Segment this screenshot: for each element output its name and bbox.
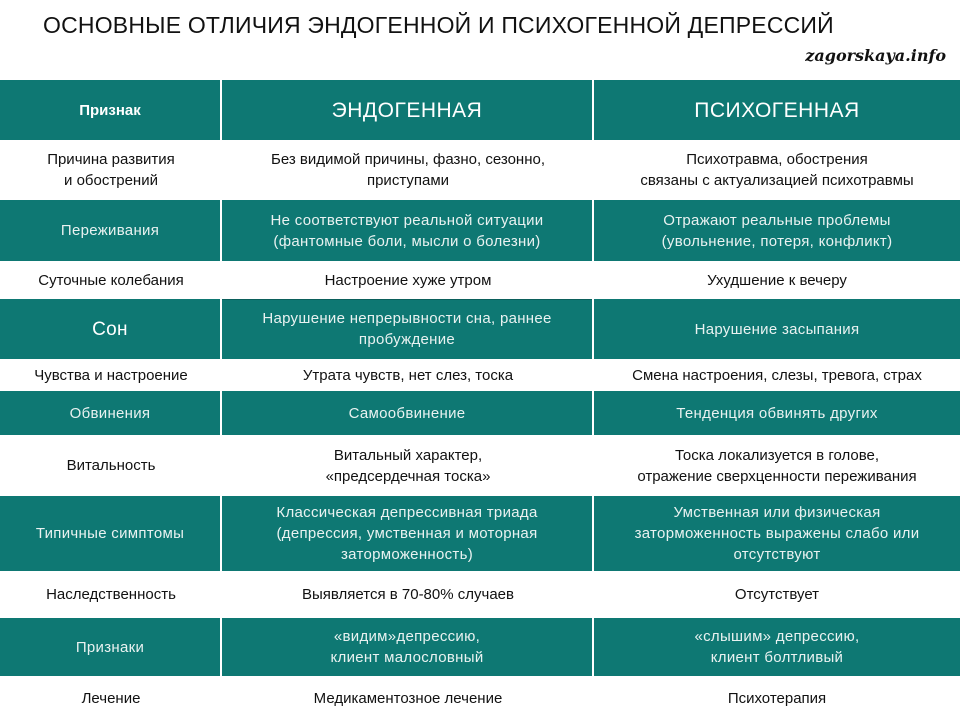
- row-10-psychogenic: «слышим» депрессию, клиент болтливый: [594, 618, 960, 676]
- row-8-feature: Типичные симптомы: [0, 496, 222, 571]
- row-7-endogenous: Витальный характер, «предсердечная тоска»: [222, 435, 594, 496]
- row-4-endogenous: Нарушение непрерывности сна, раннее пробуждение: [222, 299, 594, 359]
- row-5-psychogenic: Смена настроения, слезы, тревога, страх: [594, 359, 960, 391]
- header-feature: Признак: [0, 80, 222, 140]
- row-6-psychogenic: Тенденция обвинять других: [594, 391, 960, 435]
- header-endogenous: ЭНДОГЕННАЯ: [222, 80, 594, 140]
- header-psychogenic: ПСИХОГЕННАЯ: [594, 80, 960, 140]
- row-6-feature: Обвинения: [0, 391, 222, 435]
- row-2-endogenous: Не соответствуют реальной ситуации (фантомные боли, мысли о болезни): [222, 200, 594, 261]
- row-11-endogenous: Медикаментозное лечение: [222, 676, 594, 721]
- row-3-feature: Суточные колебания: [0, 261, 222, 299]
- page-title: ОСНОВНЫЕ ОТЛИЧИЯ ЭНДОГЕННОЙ И ПСИХОГЕННОЙ ДЕПРЕССИЙ: [43, 12, 834, 38]
- row-4-psychogenic: Нарушение засыпания: [594, 299, 960, 359]
- row-11-psychogenic: Психотерапия: [594, 676, 960, 721]
- row-2-feature: Переживания: [0, 200, 222, 261]
- row-5-endogenous: Утрата чувств, нет слез, тоска: [222, 359, 594, 391]
- row-1-feature: Причина развития и обострений: [0, 140, 222, 200]
- row-4-feature: Сон: [0, 299, 222, 359]
- row-1-psychogenic: Психотравма, обострения связаны с актуализацией психотравмы: [594, 140, 960, 200]
- row-8-endogenous: Классическая депрессивная триада (депрессия, умственная и моторная заторможенность): [222, 496, 594, 571]
- row-2-psychogenic: Отражают реальные проблемы (увольнение, потеря, конфликт): [594, 200, 960, 261]
- row-9-psychogenic: Отсутствует: [594, 571, 960, 618]
- row-3-endogenous: Настроение хуже утром: [222, 261, 594, 299]
- row-3-psychogenic: Ухудшение к вечеру: [594, 261, 960, 299]
- row-7-psychogenic: Тоска локализуется в голове, отражение сверхценности переживания: [594, 435, 960, 496]
- row-9-endogenous: Выявляется в 70-80% случаев: [222, 571, 594, 618]
- comparison-table: [0, 80, 960, 721]
- row-6-endogenous: Самообвинение: [222, 391, 594, 435]
- row-7-feature: Витальность: [0, 435, 222, 496]
- row-10-feature: Признаки: [0, 618, 222, 676]
- row-8-psychogenic: Умственная или физическая заторможенность выражены слабо или отсутствуют: [594, 496, 960, 571]
- row-1-endogenous: Без видимой причины, фазно, сезонно, приступами: [222, 140, 594, 200]
- row-11-feature: Лечение: [0, 676, 222, 721]
- row-10-endogenous: «видим»депрессию, клиент малословный: [222, 618, 594, 676]
- row-9-feature: Наследственность: [0, 571, 222, 618]
- watermark: zagorskaya.info: [805, 46, 946, 65]
- row-5-feature: Чувства и настроение: [0, 359, 222, 391]
